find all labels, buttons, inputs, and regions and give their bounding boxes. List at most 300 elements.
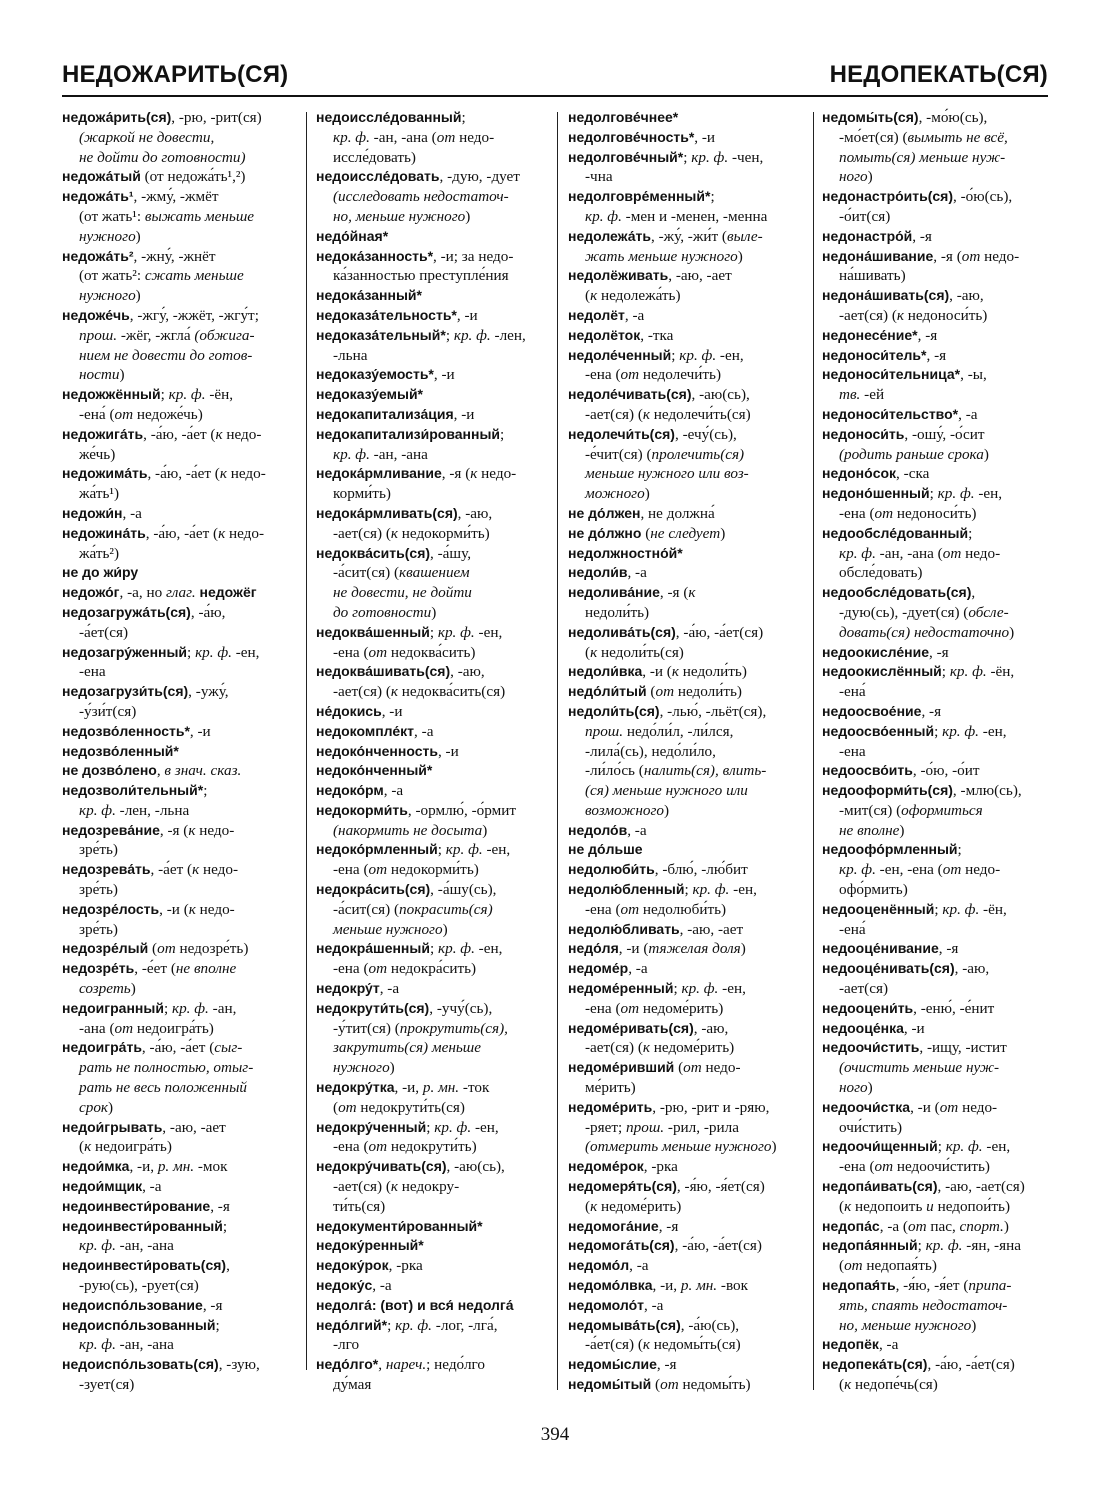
dictionary-entry (62, 761, 298, 781)
entry-text: недомы́ть) (678, 1376, 751, 1393)
headword: недоинвести́рованный (62, 1217, 223, 1234)
dictionary-entry (316, 939, 548, 959)
dictionary-entry (822, 999, 1054, 1019)
dictionary-entry (568, 1236, 804, 1256)
dictionary-entry (62, 1256, 298, 1276)
entry-text: , -блю́, -лю́бит (654, 861, 748, 879)
entry-continuation (316, 643, 548, 663)
italic-note: к (688, 584, 696, 602)
entry-text: , -а́шу, (430, 544, 471, 562)
headword: недоме́рить (568, 1098, 653, 1115)
entry-column-1 (62, 108, 298, 1395)
entry-text: ) (737, 247, 743, 265)
italic-note: ности (79, 366, 120, 384)
dictionary-entry (316, 167, 548, 187)
italic-note: кр. ф. (839, 544, 876, 562)
entry-text: -ает(ся) ( (333, 683, 391, 701)
dictionary-entry (316, 801, 548, 821)
entry-text: -жёг, -жгла́ (117, 326, 195, 344)
headword: недо́йная* (316, 227, 389, 244)
entry-continuation (62, 623, 298, 643)
entry-continuation (316, 445, 548, 465)
entry-text: ( (79, 1138, 85, 1156)
entry-continuation (62, 1236, 298, 1256)
entry-text: недоигра́ть) (91, 1138, 172, 1156)
entry-continuation (822, 445, 1054, 465)
entry-continuation (568, 445, 804, 465)
headword: недоказа́тельность* (316, 306, 457, 323)
italic-note: к (896, 306, 904, 324)
entry-continuation (822, 167, 1054, 187)
italic-note: к (192, 861, 200, 879)
entry-text: ) (771, 1138, 777, 1156)
entry-text: , -ормлю́, -о́рмит (407, 801, 516, 819)
dictionary-entry (822, 1217, 1054, 1237)
headword: недозво́ленность* (62, 722, 190, 739)
dictionary-entry (568, 1217, 804, 1237)
italic-note: к (642, 1039, 650, 1057)
italic-note: меньше нужного (333, 920, 443, 938)
headword: недои́мка (62, 1158, 130, 1175)
italic-note: от (844, 1257, 863, 1275)
entry-text: (от недожа́ть¹,²) (140, 168, 246, 186)
headword: недоинвести́ровать(ся) (62, 1257, 227, 1274)
dictionary-entry (316, 702, 548, 722)
entry-text: недо- (195, 821, 235, 839)
entry-continuation (62, 405, 298, 425)
italic-note: спорт. (959, 1217, 1004, 1235)
entry-text: -ена́ ( (79, 405, 115, 423)
italic-note: от (939, 1098, 959, 1116)
headword: недоле́чивать(ся) (568, 386, 692, 403)
italic-note: квашением (399, 564, 470, 582)
italic-note: кр. ф. (168, 386, 206, 404)
entry-text: недопои́ть) (933, 1197, 1011, 1215)
italic-note: от (660, 1376, 679, 1393)
entry-text: ; (934, 900, 943, 918)
entry-continuation (62, 544, 298, 564)
dictionary-entry (316, 464, 548, 484)
entry-text: -ли́ло́сь ( (585, 762, 644, 780)
dictionary-entry (568, 959, 804, 979)
italic-note: сжать меньше (144, 267, 244, 285)
entry-continuation (62, 880, 298, 900)
headword: недоофо́рмленный (822, 841, 958, 858)
italic-note: р. мн. (422, 1079, 460, 1097)
italic-note: от (620, 366, 640, 384)
italic-note: налить(ся), влить- (643, 762, 767, 780)
entry-text: ; (684, 881, 693, 899)
entry-continuation (316, 860, 548, 880)
entry-continuation (568, 722, 804, 742)
dictionary-entry (316, 1296, 548, 1316)
entry-text: недо- (701, 1059, 741, 1077)
italic-note: прокрутить(ся), (399, 1019, 508, 1037)
entry-text: , -лью́, -льёт(ся), (659, 702, 767, 720)
entry-text: -у́тит(ся) ( (333, 1019, 400, 1037)
dictionary-entry (822, 662, 1054, 682)
headword: недоиспо́льзованный (62, 1316, 216, 1333)
headword: недоокислённый (822, 663, 942, 680)
entry-text: , -еню́, -е́нит (913, 999, 995, 1017)
headword: недо́ля (568, 940, 619, 957)
entry-text: , -а́ю, -а́ет ( (147, 465, 220, 483)
italic-note: от (683, 1059, 702, 1077)
headword: недолёт (568, 306, 625, 323)
dictionary-entry (316, 365, 548, 385)
entry-continuation (62, 702, 298, 722)
italic-note: кр. ф. (585, 207, 622, 225)
headword: недока́занный* (316, 287, 422, 304)
italic-note: к (642, 405, 650, 423)
entry-continuation (62, 326, 298, 346)
dictionary-entry (316, 286, 548, 306)
entry-text: , -и, (129, 1158, 158, 1176)
italic-note: не довести, не дойти (333, 584, 472, 602)
dictionary-entry (316, 880, 548, 900)
entry-text: ; (673, 980, 682, 998)
entry-text: , -жну́, -жнёт (133, 247, 216, 265)
entry-text: , -и; за недо- (433, 247, 514, 265)
italic-note: оформиться (901, 801, 983, 819)
entry-column-2 (316, 108, 548, 1395)
entry-continuation (822, 1256, 1054, 1276)
headword: недока́занность* (316, 247, 434, 264)
entry-text: недо- (980, 247, 1020, 265)
italic-note: кр. ф. (434, 1118, 472, 1136)
entry-text: -ен, (718, 980, 746, 998)
entry-text: ; (968, 524, 973, 542)
entry-continuation (568, 365, 804, 385)
entry-text: -ен, (982, 1138, 1011, 1156)
dictionary-entry (62, 504, 298, 524)
entry-text: офо́рмить) (839, 881, 908, 899)
headword: недооцени́ть (822, 999, 914, 1016)
entry-text: ти́ть(ся) (333, 1197, 386, 1215)
entry-text: недоли́ть) (678, 663, 747, 681)
headword: недонесе́ние* (822, 326, 918, 343)
entry-text: -ена ( (585, 900, 621, 918)
dictionary-entry (316, 385, 548, 405)
dictionary-entry (568, 1375, 804, 1395)
entry-text: недо- (961, 544, 1001, 562)
entry-continuation (568, 999, 804, 1019)
entry-text: , -я́ю, -я́ет(ся) (676, 1178, 765, 1196)
italic-note: но, меньше нужного (333, 207, 466, 225)
dictionary-entry (62, 939, 298, 959)
entry-text: ; (710, 188, 715, 206)
dictionary-entry (316, 544, 548, 564)
italic-note: кр. ф. (438, 940, 475, 958)
dictionary-entry (62, 959, 298, 979)
headword: недозво́ленный* (62, 742, 179, 759)
entry-continuation (62, 346, 298, 366)
italic-note: кр. ф. (925, 1237, 963, 1255)
dictionary-entry (62, 1118, 298, 1138)
entry-text: , -я (926, 346, 947, 364)
entry-text: , -а (878, 1336, 899, 1354)
entry-continuation (568, 781, 804, 801)
italic-note: кр. ф. (195, 643, 232, 661)
entry-continuation (822, 603, 1054, 623)
headword: недомога́ть(ся) (568, 1237, 675, 1254)
entry-text: ду́мая (333, 1376, 372, 1393)
italic-note: кр. ф. (937, 485, 975, 503)
entry-text: ) (119, 366, 125, 384)
entry-text: -рую(сь), -рует(ся) (79, 1277, 199, 1295)
entry-continuation (568, 1078, 804, 1098)
entry-text: , -жу́, -жи́т ( (651, 227, 727, 245)
headword: недооце́нивать(ся) (822, 960, 955, 977)
headword: недоме́ривать(ся) (568, 1019, 694, 1036)
entry-text: , -аю, (693, 1019, 729, 1037)
entry-continuation (62, 1137, 298, 1157)
italic-note: кр. ф. (839, 861, 876, 879)
entry-text: ) (644, 485, 650, 503)
entry-continuation (316, 900, 548, 920)
headword: недозре́ть (62, 960, 135, 977)
headword: недоочи́щенный (822, 1138, 938, 1155)
entry-text: ; (160, 386, 169, 404)
entry-continuation (62, 1098, 298, 1118)
entry-text: , -и ( (642, 663, 672, 681)
italic-note: кр. ф. (171, 999, 209, 1017)
entry-text: -лила́(сь), недо́ли́ло, (585, 742, 716, 760)
entry-text: ) (971, 1316, 977, 1334)
entry-text: , -о́ю(сь), (953, 188, 1013, 206)
entry-continuation (316, 1058, 548, 1078)
headword: недожина́ть (62, 524, 146, 541)
italic-note: к (390, 683, 398, 701)
headword: недолечи́ть(ся) (568, 425, 675, 442)
italic-note: нужного (79, 287, 136, 305)
entry-continuation (62, 662, 298, 682)
entry-text: , -зую, (218, 1356, 260, 1374)
entry-text: ; (500, 425, 505, 443)
dictionary-entry (568, 266, 804, 286)
dictionary-entry (316, 405, 548, 425)
entry-text: , -аю, -ает (668, 267, 732, 285)
dictionary-entry (62, 306, 298, 326)
italic-note: глаг. (165, 584, 196, 602)
entry-text: -ена (79, 663, 106, 681)
dictionary-entry (568, 385, 804, 405)
dictionary-entry (62, 821, 298, 841)
entry-continuation (316, 266, 548, 286)
entry-text: -а́сит(ся) ( (333, 564, 400, 582)
entry-text: -ан, -ана ( (875, 544, 943, 562)
entry-text: недоли́ть) (585, 603, 650, 621)
dictionary-entry (822, 524, 1054, 544)
entry-text: -ает(ся) ( (333, 524, 391, 542)
entry-text: , -аю, (954, 960, 990, 978)
headword: недоочи́стка (822, 1098, 911, 1115)
headword: недоква́шенный (316, 623, 430, 640)
dictionary-entry (316, 247, 548, 267)
dictionary-entry (316, 722, 548, 742)
entry-text: , -и (433, 366, 455, 384)
dictionary-entry (568, 563, 804, 583)
dictionary-entry (62, 524, 298, 544)
dictionary-entry (316, 623, 548, 643)
dictionary-entry (62, 108, 298, 128)
headword: недоко́нченный* (316, 762, 433, 779)
entry-text: недоме́рить) (649, 1039, 735, 1057)
dictionary-entry (568, 920, 804, 940)
dictionary-entry (62, 1038, 298, 1058)
italic-note: от (368, 1138, 388, 1156)
entry-text: ме́рить) (585, 1079, 636, 1097)
italic-note: ять, спаять недостаточ- (839, 1296, 1008, 1314)
entry-text: ; (941, 663, 950, 681)
entry-continuation (822, 266, 1054, 286)
entry-text: , -жму́, -жмёт (133, 188, 219, 206)
entry-text: , -рю, -рит(ся) (171, 109, 262, 126)
dictionary-entry (822, 286, 1054, 306)
entry-continuation (568, 167, 804, 187)
header-left-headword: НЕДОЖАРИТЬ(СЯ) (62, 61, 289, 88)
entry-text: , -и (381, 702, 403, 720)
entry-text: , -я ( (159, 821, 189, 839)
entry-text: жа́ть¹) (79, 485, 120, 503)
headword: недомы́ть(ся) (822, 109, 919, 125)
italic-note: меньше нужного или воз- (585, 465, 749, 483)
entry-text: ( (646, 683, 656, 701)
entry-text: -ен, (974, 485, 1003, 503)
italic-note: кр. ф. (79, 1237, 116, 1255)
entry-text: -льна (333, 346, 368, 364)
dictionary-entry (568, 1177, 804, 1197)
entry-text: ; (957, 841, 962, 859)
italic-note: р. мн. (680, 1277, 718, 1295)
headword: недозрева́ть (62, 861, 151, 878)
dictionary-entry (62, 742, 298, 762)
entry-text: ) (740, 940, 746, 958)
dictionary-entry (568, 702, 804, 722)
headword: недозагру́женный (62, 643, 188, 660)
entry-text: , -а (644, 1296, 664, 1314)
entry-text: ( (641, 524, 651, 542)
entry-text: -а́сит(ся) ( (333, 900, 400, 918)
dictionary-entry (316, 1078, 548, 1098)
headword: недокру́ченный (316, 1118, 427, 1135)
entry-text: ; (929, 485, 938, 503)
entry-continuation (568, 1197, 804, 1217)
italic-note: от (961, 247, 981, 265)
entry-text: недоже́чь) (133, 405, 203, 423)
entry-continuation (822, 148, 1054, 168)
entry-text: ) (135, 287, 141, 305)
entry-text: недо- (226, 465, 266, 483)
entry-text: -мен и -менен, -менна (621, 207, 768, 225)
entry-continuation (822, 682, 1054, 702)
headword: недоку́ренный* (316, 1237, 424, 1254)
headword: недозагружа́ть(ся) (62, 603, 191, 620)
entry-text: , -а (142, 1178, 162, 1196)
italic-note: (обжига- (194, 326, 255, 344)
italic-note: от (368, 960, 388, 978)
italic-note: но, меньше нужного (839, 1316, 972, 1334)
entry-text: , -а́шу(сь), (430, 881, 497, 899)
italic-note: выжать меньше (144, 207, 255, 225)
dictionary-entry (62, 1355, 298, 1375)
entry-text: , -я (917, 326, 938, 344)
entry-text: -ен, (716, 346, 744, 364)
dictionary-entry (62, 682, 298, 702)
entry-text: -вок (717, 1277, 749, 1295)
dictionary-entry (316, 1316, 548, 1336)
headword: недолжностно́й* (568, 544, 683, 561)
dictionary-entry (62, 1217, 298, 1237)
entry-text: -у́зи́т(ся) (79, 702, 137, 720)
headword: недожо́г (62, 584, 120, 601)
entry-text: ) (465, 207, 471, 225)
entry-text: , -и (189, 722, 211, 740)
italic-note: (накормить не досыта (333, 821, 483, 839)
headword: недопёк (822, 1336, 879, 1353)
italic-note: и (926, 1197, 934, 1215)
headword: недооце́нивание (822, 940, 939, 957)
headword: недоноси́тель* (822, 346, 927, 363)
entry-continuation (316, 959, 548, 979)
entry-text: ; (917, 1237, 926, 1255)
dictionary-entry (822, 425, 1054, 445)
entry-text: , -а (372, 1277, 392, 1295)
entry-text: обсле́довать) (839, 564, 923, 582)
entry-text: , (378, 1356, 386, 1374)
dictionary-entry (568, 187, 804, 207)
entry-text: -ен, (978, 722, 1007, 740)
dictionary-entry (822, 108, 1054, 128)
headword: недолива́ние (568, 584, 660, 601)
dictionary-entry (822, 247, 1054, 267)
dictionary-entry (62, 425, 298, 445)
entry-text: , -аю, (949, 287, 984, 305)
entry-text: недо- (477, 465, 517, 483)
italic-note: от (338, 1098, 357, 1116)
entry-text: , -и (456, 306, 478, 324)
entry-text: , -я (656, 1356, 677, 1374)
italic-note: (ся) меньше нужного или (585, 782, 748, 800)
headword: недоно́шенный (822, 485, 930, 502)
entry-text: недокрути́ть) (387, 1138, 477, 1156)
dictionary-entry (62, 167, 298, 187)
entry-continuation (568, 286, 804, 306)
entry-text: , -аю, -ает (162, 1118, 226, 1136)
entry-continuation (822, 860, 1054, 880)
italic-note: от (620, 999, 640, 1017)
entry-continuation (62, 801, 298, 821)
dictionary-entry (822, 643, 1054, 663)
dictionary-entry (568, 306, 804, 326)
entry-text: недо- (199, 861, 239, 879)
entry-text: , -и ( (618, 940, 649, 958)
column-divider (813, 112, 814, 1390)
italic-note: к (844, 1197, 852, 1215)
entry-text: -ряет; (585, 1118, 627, 1136)
entry-text: недо- (195, 900, 235, 918)
dictionary-entry (568, 979, 804, 999)
dictionary-entry (62, 1296, 298, 1316)
italic-note: к (642, 1336, 650, 1354)
entry-text: иссле́довать) (333, 148, 416, 166)
headword: недоигранный (62, 999, 164, 1016)
entry-text: зре́ть) (79, 841, 118, 859)
entry-continuation (316, 1375, 548, 1395)
entry-continuation (568, 603, 804, 623)
entry-text: ; (215, 1316, 220, 1334)
headword: недопека́ть(ся) (822, 1356, 928, 1373)
